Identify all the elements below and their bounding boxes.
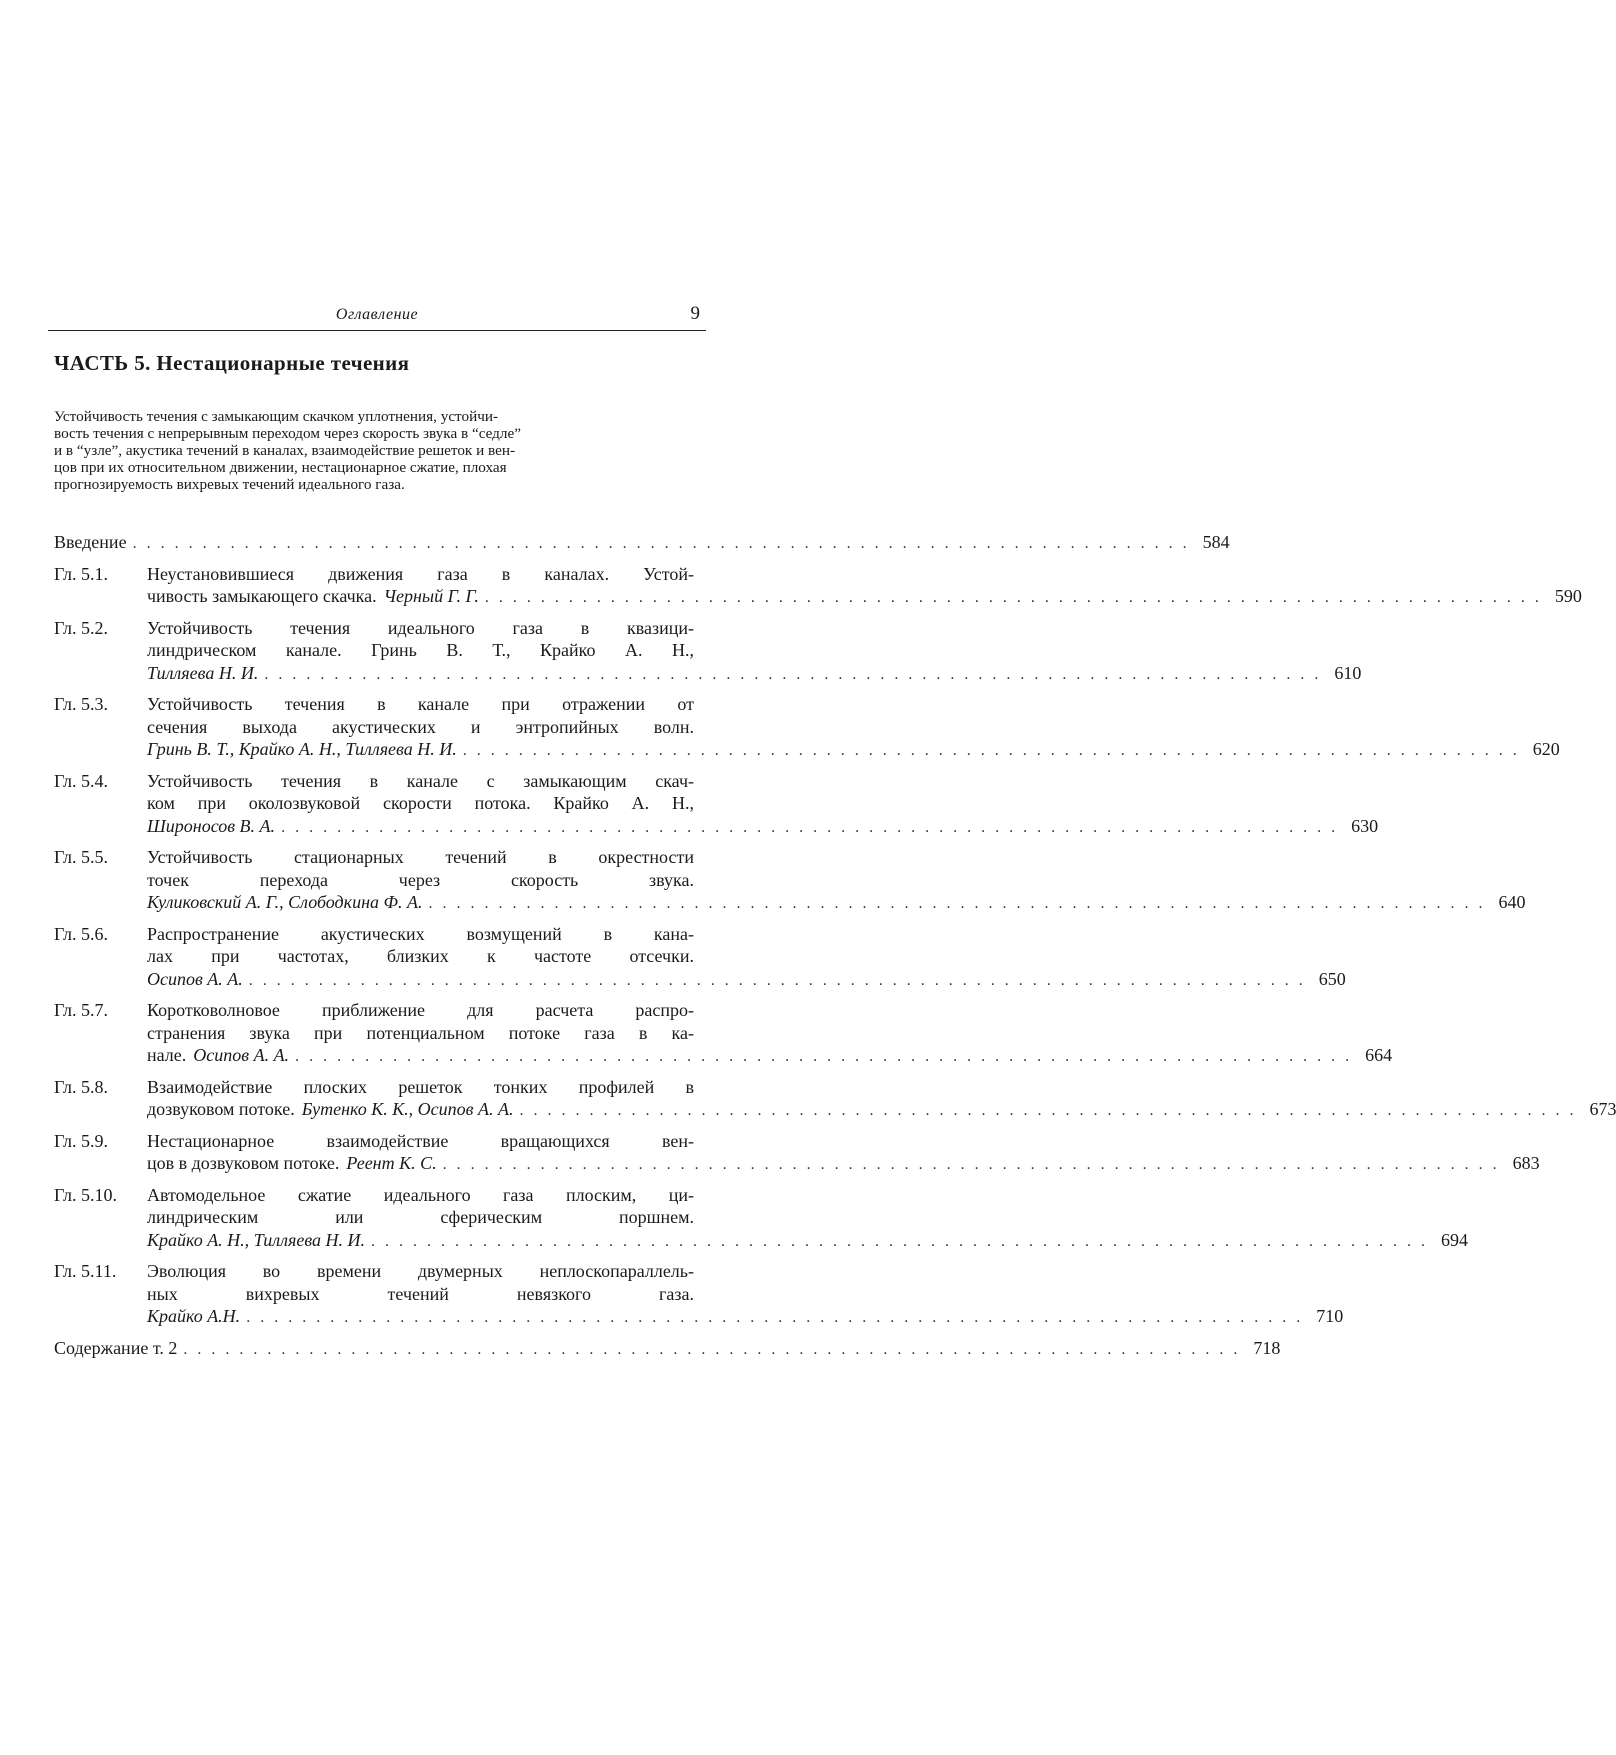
- chapter-title-line: точек перехода через скорость звука.: [147, 869, 694, 890]
- toc-entry-chapter[interactable]: [54, 693, 1560, 763]
- chapter-title-line: Устойчивость течения в канале с замыкающим скач-: [147, 770, 694, 791]
- chapter-title-tail: цов в дозвуковом потоке.: [147, 1153, 340, 1173]
- chapter-title-line: ком при околозвуковой скорости потока. Крайко А. Н.,: [147, 793, 694, 813]
- chapter-label: Гл. 5.3.: [54, 694, 109, 714]
- chapter-label: Гл. 5.7.: [54, 1000, 109, 1020]
- chapter-title-line: Устойчивость течения идеального газа в квазици-: [147, 617, 694, 638]
- chapter-label: Гл. 5.1.: [54, 563, 109, 584]
- dot-leader: . . . . . . . . . . . . . . . . . . . . . . . . . . . . . . . . . . . . . . . . . . . . . . . . . . . . . . . . . . . . . . . . . . . . . . . . . . . .: [295, 1048, 1353, 1065]
- dot-leader: . . . . . . . . . . . . . . . . . . . . . . . . . . . . . . . . . . . . . . . . . . . . . . . . . . . . . . . . . . . . . . . . . . . . . . . . . . . .: [248, 971, 1306, 989]
- chapter-final-line: [147, 968, 1346, 993]
- toc-entry-chapter[interactable]: [54, 999, 1393, 1069]
- dot-leader: . . . . . . . . . . . . . . . . . . . . . . . . . . . . . . . . . . . . . . . . . . . . . . . . . . . . . . . . . . . . . . . . . . . . . . . . . . . .: [462, 742, 1520, 759]
- chapter-authors: Гринь В. Т., Крайко А. Н., Тилляева Н. И.: [147, 739, 457, 759]
- chapter-label: Гл. 5.4.: [54, 770, 109, 791]
- dot-leader: . . . . . . . . . . . . . . . . . . . . . . . . . . . . . . . . . . . . . . . . . . . . . . . . . . . . . . . . . . . . . . . . . . . . . . . . . . . .: [281, 818, 1339, 836]
- toc-page-number: 710: [1316, 1306, 1344, 1326]
- chapter-title-line: линдрическом канале. Гринь В. Т., Крайко А. Н.,: [147, 640, 694, 660]
- chapter-body: [147, 693, 1560, 763]
- chapter-final-line: [147, 1044, 1393, 1069]
- toc-page-number: 694: [1441, 1229, 1469, 1250]
- chapter-label: Гл. 5.9.: [54, 1130, 109, 1151]
- chapter-final-line: [147, 585, 1582, 610]
- abstract-line: вость течения с непрерывным переходом через скорость звука в “седле”: [54, 425, 521, 442]
- abstract-line: цов при их относительном движении, нестационарное сжатие, плохая: [54, 459, 507, 476]
- chapter-body: [147, 923, 1346, 993]
- chapter-final-line: [147, 815, 1379, 840]
- chapter-body: [147, 1130, 1540, 1177]
- toc-entry-chapter[interactable]: [54, 1184, 1469, 1254]
- toc-page-number: 584: [1202, 532, 1230, 552]
- running-header: [48, 300, 706, 331]
- chapter-label: Гл. 5.5.: [54, 847, 109, 867]
- toc-page-number: 673: [1589, 1099, 1616, 1119]
- toc-entry-title: Содержание т. 2: [54, 1337, 178, 1358]
- abstract-line: прогнозируемость вихревых течений идеального газа.: [54, 476, 405, 493]
- toc-entry-contents-vol2[interactable]: [54, 1337, 1281, 1362]
- chapter-final-line: [147, 1152, 1540, 1177]
- dot-leader: . . . . . . . . . . . . . . . . . . . . . . . . . . . . . . . . . . . . . . . . . . . . . . . . . . . . . . . . . . . . . . . . . . . . . . . . . . . .: [519, 1102, 1577, 1119]
- toc-entry-title: Введение: [54, 532, 127, 552]
- chapter-title-line: Нестационарное взаимодействие вращающихся вен-: [147, 1130, 694, 1151]
- chapter-title-line: ных вихревых течений невязкого газа.: [147, 1283, 694, 1304]
- dot-leader: . . . . . . . . . . . . . . . . . . . . . . . . . . . . . . . . . . . . . . . . . . . . . . . . . . . . . . . . . . . . . . . . . . . . . . . . . . . .: [183, 1340, 1241, 1358]
- chapter-label: Гл. 5.11.: [54, 1261, 117, 1281]
- dot-leader: . . . . . . . . . . . . . . . . . . . . . . . . . . . . . . . . . . . . . . . . . . . . . . . . . . . . . . . . . . . . . . . . . . . . . . . . . . . .: [428, 895, 1486, 912]
- toc-entry-chapter[interactable]: [54, 1130, 1540, 1177]
- chapter-title-line: Распространение акустических возмущений в кана-: [147, 923, 694, 944]
- chapter-entries: [54, 563, 1616, 1330]
- chapter-title-line: Устойчивость течения в канале при отражении от: [147, 694, 694, 714]
- page-number: 9: [690, 303, 700, 324]
- chapter-authors: Осипов А. А.: [193, 1045, 290, 1065]
- toc-page-number: 664: [1365, 1045, 1393, 1065]
- chapter-authors: Осипов А. А.: [147, 968, 243, 989]
- chapter-final-line: [147, 1098, 1616, 1123]
- toc-entry-chapter[interactable]: [54, 770, 1379, 840]
- toc-entry-chapter[interactable]: [54, 563, 1582, 610]
- chapter-title-line: линдрическим или сферическим поршнем.: [147, 1207, 694, 1227]
- toc-page-number: 683: [1512, 1153, 1540, 1173]
- toc-page-number: 620: [1532, 739, 1560, 759]
- toc-page-number: 630: [1351, 815, 1379, 836]
- toc-entry-chapter[interactable]: [54, 1260, 1344, 1330]
- chapter-body: [147, 1184, 1469, 1254]
- part-title: ЧАСТЬ 5. Нестационарные течения: [54, 351, 410, 375]
- chapter-title-line: Эволюция во времени двумерных неплоскопараллель-: [147, 1261, 694, 1281]
- chapter-title-line: Коротковолновое приближение для расчета распро-: [147, 1000, 694, 1020]
- chapter-label: Гл. 5.8.: [54, 1076, 109, 1097]
- chapter-label: Гл. 5.2.: [54, 617, 109, 638]
- dot-leader: . . . . . . . . . . . . . . . . . . . . . . . . . . . . . . . . . . . . . . . . . . . . . . . . . . . . . . . . . . . . . . . . . . . . . . . . . . . .: [132, 535, 1190, 552]
- toc-page: [48, 300, 1616, 1368]
- chapter-label: Гл. 5.6.: [54, 923, 109, 944]
- chapter-title-tail: дозвуковом потоке.: [147, 1099, 295, 1119]
- toc-entry-chapter[interactable]: [54, 1076, 1616, 1123]
- chapter-final-line: [147, 1229, 1469, 1254]
- chapter-label: Гл. 5.10.: [54, 1184, 118, 1205]
- chapter-authors: Реент К. С.: [346, 1153, 437, 1173]
- chapter-authors: Тилляева Н. И.: [147, 662, 259, 683]
- chapter-final-line: [147, 738, 1560, 763]
- chapter-body: [147, 617, 1362, 687]
- toc-page-number: 640: [1498, 892, 1526, 912]
- toc-page-number: 650: [1318, 968, 1346, 989]
- dot-leader: . . . . . . . . . . . . . . . . . . . . . . . . . . . . . . . . . . . . . . . . . . . . . . . . . . . . . . . . . . . . . . . . . . . . . . . . . . . .: [264, 665, 1322, 683]
- chapter-authors: Крайко А. Н., Тилляева Н. И.: [147, 1229, 366, 1250]
- toc-page-number: 718: [1253, 1337, 1281, 1358]
- toc-entry-introduction[interactable]: [54, 531, 1230, 556]
- dot-leader: . . . . . . . . . . . . . . . . . . . . . . . . . . . . . . . . . . . . . . . . . . . . . . . . . . . . . . . . . . . . . . . . . . . . . . . . . . . .: [246, 1309, 1304, 1326]
- dot-leader: . . . . . . . . . . . . . . . . . . . . . . . . . . . . . . . . . . . . . . . . . . . . . . . . . . . . . . . . . . . . . . . . . . . . . . . . . . . .: [484, 589, 1542, 606]
- chapter-title-line: Взаимодействие плоских решеток тонких профилей в: [147, 1076, 694, 1097]
- chapter-title-line: Автомодельное сжатие идеального газа плоским, ци-: [147, 1184, 694, 1205]
- chapter-body: [147, 770, 1379, 840]
- chapter-title-line: Неустановившиеся движения газа в каналах. Устой-: [147, 563, 694, 584]
- chapter-title-tail: чивость замыкающего скачка.: [147, 586, 377, 606]
- chapter-title-line: сечения выхода акустических и энтропийных волн.: [147, 716, 694, 737]
- chapter-body: [147, 999, 1393, 1069]
- chapter-final-line: [147, 662, 1362, 687]
- toc-entry-chapter[interactable]: [54, 846, 1526, 916]
- chapter-body: [147, 846, 1526, 916]
- toc-entry-chapter[interactable]: [54, 617, 1362, 687]
- chapter-final-line: [147, 891, 1526, 916]
- chapter-body: [147, 1260, 1344, 1330]
- chapter-title-line: странения звука при потенциальном потоке газа в ка-: [147, 1022, 694, 1043]
- chapter-title-line: Устойчивость стационарных течений в окрестности: [147, 847, 694, 867]
- chapter-body: [147, 1076, 1616, 1123]
- abstract-line: Устойчивость течения с замыкающим скачком уплотнения, устойчи-: [54, 408, 499, 425]
- abstract-line: и в “узле”, акустика течений в каналах, взаимодействие решеток и вен-: [54, 442, 516, 459]
- running-title: Оглавление: [335, 306, 419, 323]
- chapter-authors: Крайко А.Н.: [147, 1306, 241, 1326]
- dot-leader: . . . . . . . . . . . . . . . . . . . . . . . . . . . . . . . . . . . . . . . . . . . . . . . . . . . . . . . . . . . . . . . . . . . . . . . . . . . .: [442, 1156, 1500, 1173]
- toc-page-number: 610: [1334, 662, 1362, 683]
- toc-list: [54, 531, 1616, 1361]
- toc-entry-chapter[interactable]: [54, 923, 1346, 993]
- chapter-title-line: лах при частотах, близких к частоте отсечки.: [147, 946, 694, 966]
- toc-page-number: 590: [1554, 586, 1582, 606]
- chapter-authors: Широносов В. А.: [147, 815, 276, 836]
- part-abstract: [54, 408, 674, 493]
- chapter-title-tail: нале.: [147, 1045, 187, 1065]
- chapter-body: [147, 563, 1582, 610]
- chapter-final-line: [147, 1305, 1344, 1330]
- chapter-authors: Бутенко К. К., Осипов А. А.: [301, 1099, 514, 1119]
- dot-leader: . . . . . . . . . . . . . . . . . . . . . . . . . . . . . . . . . . . . . . . . . . . . . . . . . . . . . . . . . . . . . . . . . . . . . . . . . . . .: [371, 1232, 1429, 1250]
- chapter-authors: Черный Г. Г.: [383, 586, 479, 606]
- chapter-authors: Куликовский А. Г., Слободкина Ф. А.: [147, 892, 423, 912]
